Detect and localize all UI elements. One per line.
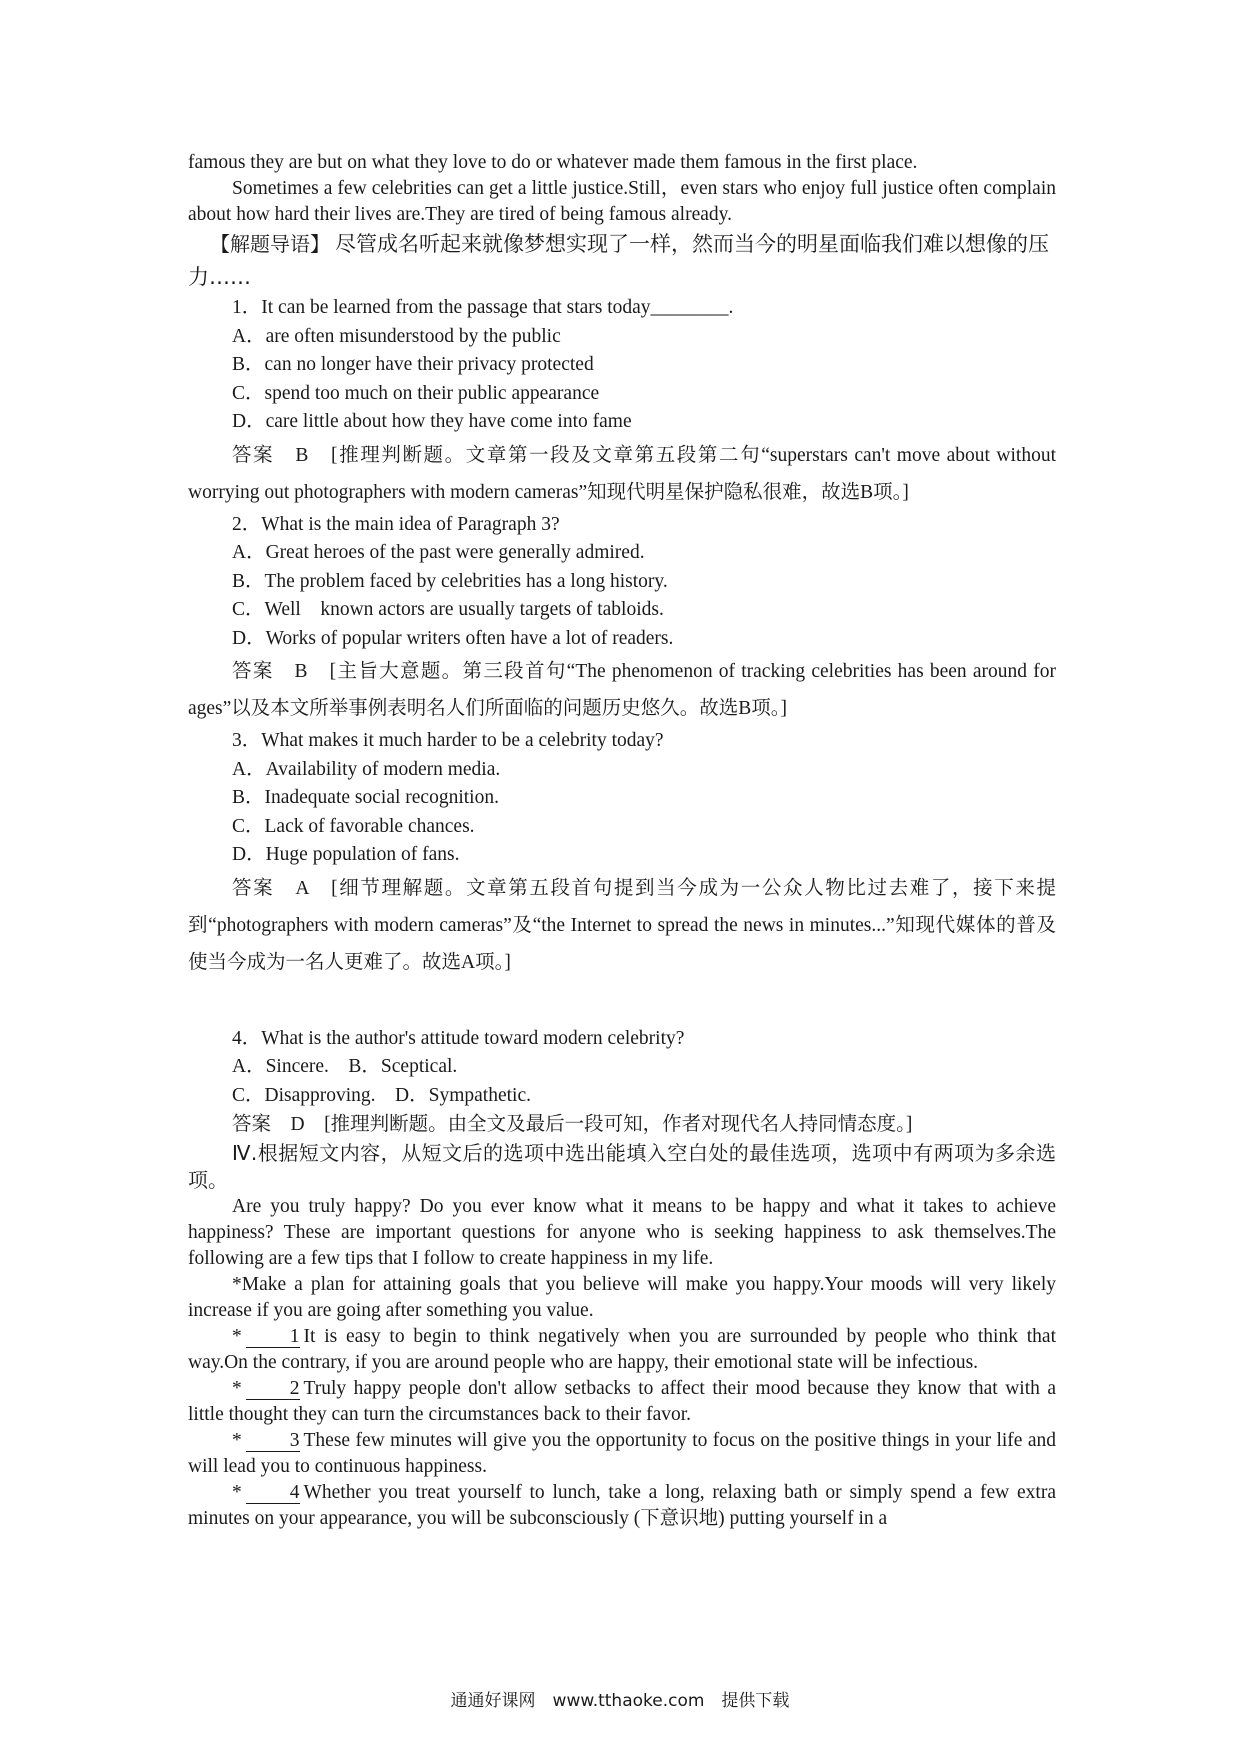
option: A．Sincere. B．Sceptical. [232,1056,458,1077]
tip-star: * [232,1326,242,1347]
tip-paragraph [188,1480,1056,1532]
page-footer: 通通好课网 www.tthaoke.com 提供下载 [450,1691,790,1711]
option: B．Inadequate social recognition. [232,787,499,808]
answer-explanation: 答案 D [推理判断题。由全文及最后一段可知，作者对现代名人持同情态度。] [232,1114,913,1135]
tip-star: * [232,1482,242,1503]
option: B．The problem faced by celebrities has a long history. [232,570,668,592]
blank-3[interactable]: 3 [246,1431,300,1452]
option: C．Disapproving. D．Sympathetic. [232,1084,531,1106]
section-instruction: Ⅳ.根据短文内容，从短文后的选项中选出能填入空白处的最佳选项，选项中有两项为多余选项。 [188,1141,1056,1192]
answer-explanation: 答案 A [细节理解题。文章第五段首句提到当今成为一公众人物比过去难了，接下来提到“photographers with modern cameras”及“the Internet to spread the news in minutes...”知现代媒体的普及使当今成为一名人更难了。故选A项。] [188,877,1056,973]
option: C．Lack of favorable chances. [232,815,475,837]
document-page [188,150,1056,1532]
tip-paragraph [188,1376,1056,1428]
option: C．Well known actors are usually targets of tabloids. [232,599,664,620]
tip-paragraph [188,1324,1056,1376]
question-stem: 2．What is the main idea of Paragraph 3? [232,513,560,535]
option: A．are often misunderstood by the public [232,325,561,347]
guide-note [188,228,1056,294]
tip-text: These few minutes will give you the opportunity to focus on the positive things in your life and will lead you to continuous happiness. [188,1430,1056,1477]
tip-paragraph: *Make a plan for attaining goals that you believe will make you happy.Your moods will very likely increase if you are going after something you value. [188,1274,1056,1321]
option: C．spend too much on their public appearance [232,382,600,404]
passage-paragraph: Sometimes a few celebrities can get a little justice.Still，even stars who enjoy full justice often complain about how hard their lives are.They are tired of being famous already. [188,178,1056,225]
guide-label: 【解题导语】 [210,232,330,256]
option: A．Great heroes of the past were generally admired. [232,542,645,563]
question-stem: 3．What makes it much harder to be a celebrity today? [232,730,664,751]
option: D．Huge population of fans. [232,844,460,865]
blank-1[interactable]: 1 [246,1327,300,1348]
tip-paragraph [188,1428,1056,1480]
option: A．Availability of modern media. [232,758,501,780]
answer-explanation: 答案 B [主旨大意题。第三段首句“The phenomenon of tracking celebrities has been around for ages”以及本文所举事例表明名人们所面临的问题历史悠久。故选B项。] [188,661,1056,719]
option: D．care little about how they have come into fame [232,411,632,432]
option: D．Works of popular writers often have a lot of readers. [232,627,674,649]
blank-4[interactable]: 4 [246,1483,300,1504]
answer-explanation: 答案 B [推理判断题。文章第一段及文章第五段第二句“superstars can't move about without worrying out photographers with modern cameras”知现代明星保护隐私很难，故选B项。] [188,444,1056,503]
option: B．can no longer have their privacy protected [232,354,594,375]
tip-text: Truly happy people don't allow setbacks to affect their mood because they know that with a little thought they can turn the circumstances back to their favor. [188,1378,1056,1425]
passage-line: famous they are but on what they love to do or whatever made them famous in the first place. [188,152,918,173]
blank-2[interactable]: 2 [246,1379,300,1400]
spacer [188,981,1056,1025]
tip-star: * [232,1378,242,1399]
tip-text: Whether you treat yourself to lunch, take a long, relaxing bath or simply spend a few extra minutes on your appearance, you will be subconsciously (下意识地) putting yourself in a [188,1482,1056,1529]
guide-text: 尽管成名听起来就像梦想实现了一样，然而当今的明星面临我们难以想像的压力…… [188,232,1049,289]
passage-intro: Are you truly happy? Do you ever know what it means to be happy and what it takes to achieve happiness? These are important questions for anyone who is seeking happiness to ask themselves.The following are a few tips that I follow to create happiness in my life. [188,1196,1056,1269]
tip-star: * [232,1430,242,1451]
question-stem: 4．What is the author's attitude toward modern celebrity? [232,1027,685,1049]
tip-text: It is easy to begin to think negatively when you are surrounded by people who think that way.On the contrary, if you are around people who are happy, their emotional state will be infectious. [188,1326,1056,1373]
question-stem: 1．It can be learned from the passage that stars today________. [232,297,734,318]
